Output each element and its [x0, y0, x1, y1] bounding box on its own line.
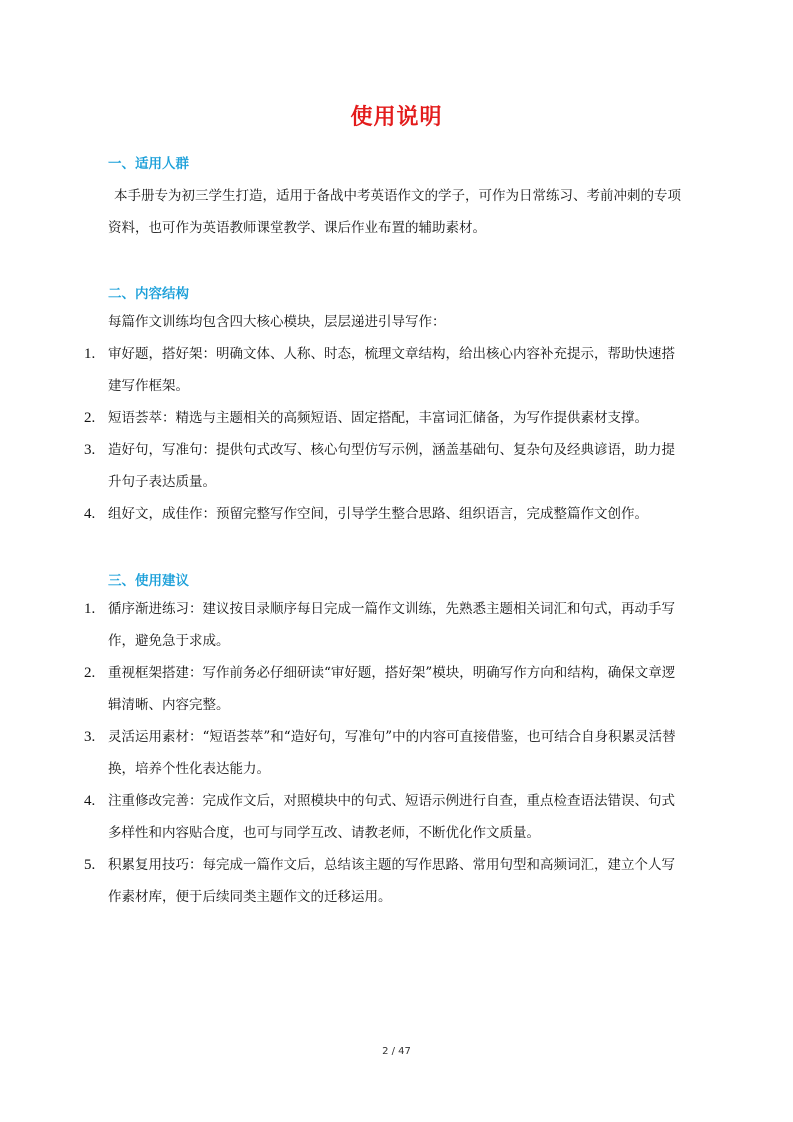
list-number: 1.: [84, 346, 96, 362]
list-text: 注重修改完善：完成作文后，对照模块中的句式、短语示例进行自查，重点检查语法错误、句式多样性和内容贴合度，也可与同学互改、请教老师，不断优化作文质量。: [108, 793, 675, 841]
list-number: 1.: [84, 601, 96, 617]
list-text: 重视框架搭建：写作前务必仔细研读“审好题，搭好架”模块，明确写作方向和结构，确保文章逻辑清晰、内容完整。: [108, 665, 676, 713]
page-title: 使用说明: [350, 105, 443, 130]
audience-paragraph: 本手册专为初三学生打造，适用于备战中考英语作文的学子，可作为日常练习、考前冲刺的专项资料，也可作为英语教师课堂教学、课后作业布置的辅助素材。: [108, 188, 681, 236]
list-number: 3.: [84, 729, 96, 745]
list-text: 造好句，写准句：提供句式改写、核心句型仿写示例，涵盖基础句、复杂句及经典谚语，助力提升句子表达质量。: [108, 442, 675, 490]
section-heading-audience: 一、适用人群: [108, 156, 189, 172]
list-text: 循序渐进练习：建议按目录顺序每日完成一篇作文训练，先熟悉主题相关词汇和句式，再动手写作，避免急于求成。: [108, 601, 675, 649]
list-text: 积累复用技巧：每完成一篇作文后，总结该主题的写作思路、常用句型和高频词汇，建立个人写作素材库，便于后续同类主题作文的迁移运用。: [108, 857, 675, 905]
list-number: 3.: [84, 442, 96, 458]
page-number: 2 / 47: [382, 1046, 411, 1057]
list-number: 2.: [84, 410, 96, 426]
list-number: 5.: [84, 857, 96, 873]
list-text: 灵活运用素材：“短语荟萃”和“造好句，写准句”中的内容可直接借鉴，也可结合自身积累灵活替换，培养个性化表达能力。: [108, 729, 676, 777]
structure-intro: 每篇作文训练均包含四大核心模块，层层递进引导写作：: [108, 314, 446, 330]
list-text: 短语荟萃：精选与主题相关的高频短语、固定搭配，丰富词汇储备，为写作提供素材支撑。: [108, 410, 648, 426]
section-heading-suggestions: 三、使用建议: [108, 573, 189, 589]
list-text: 审好题，搭好架：明确文体、人称、时态，梳理文章结构，给出核心内容补充提示，帮助快速搭建写作框架。: [108, 346, 675, 394]
list-number: 2.: [84, 665, 96, 681]
section-heading-structure: 二、内容结构: [108, 286, 189, 302]
list-number: 4.: [84, 793, 96, 809]
list-number: 4.: [84, 506, 96, 522]
list-text: 组好文，成佳作：预留完整写作空间，引导学生整合思路、组织语言，完成整篇作文创作。: [108, 506, 648, 522]
